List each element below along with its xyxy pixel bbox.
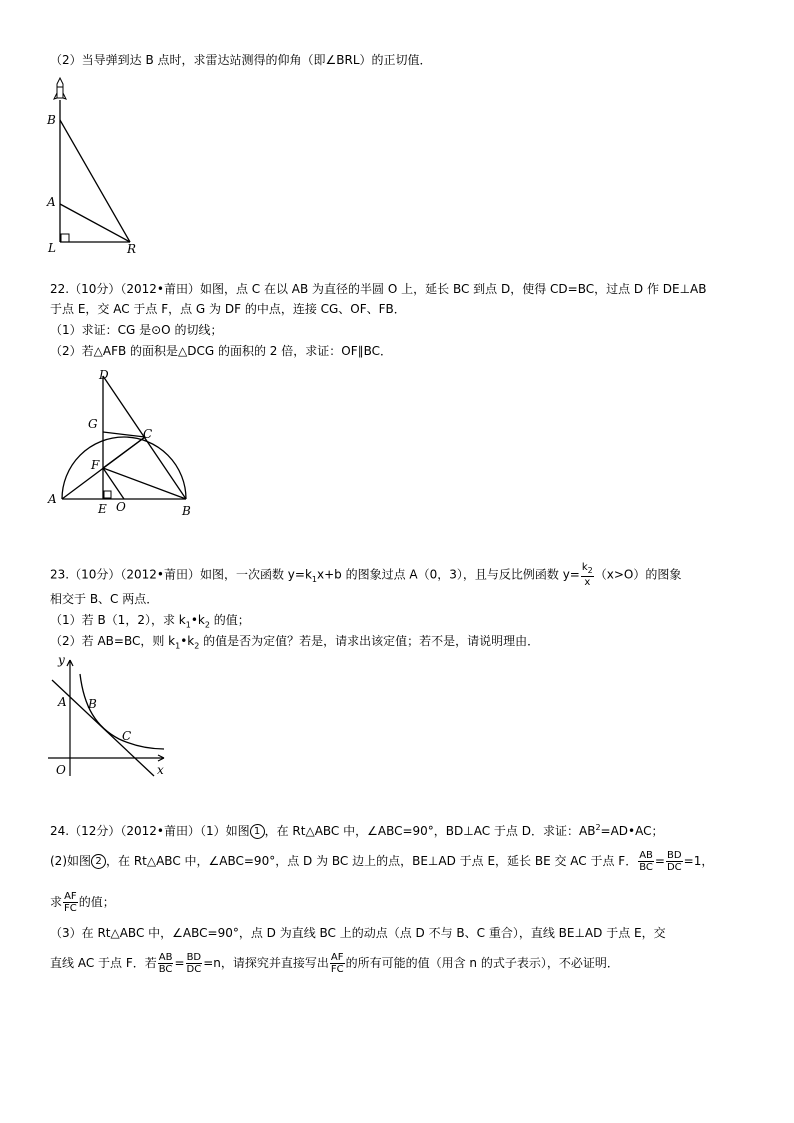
fraction-ab-bc: $\frac{AB}{BC}$ — [639, 850, 653, 873]
q21-part2: （2）当导弹到达 B 点时，求雷达站测得的仰角（即∠BRL）的正切值． — [50, 53, 432, 67]
q22-part1: （1）求证：CG 是⊙O 的切线； — [50, 323, 223, 337]
label-D: D — [99, 368, 109, 382]
label-E: E — [98, 502, 107, 516]
semicircle — [62, 437, 186, 499]
q24-line3: 求 $\frac{AF}{FC}$ 的值； — [50, 891, 115, 914]
label-O: O — [56, 763, 66, 777]
figure-2-circle: 2 — [91, 854, 106, 869]
line-FB — [103, 468, 186, 499]
q23-line2: 相交于 B、C 两点． — [50, 592, 159, 606]
fraction-k2-over-x: $\frac{k_2}{x}$ — [581, 562, 593, 588]
label-G: G — [88, 417, 98, 431]
q23-figure — [44, 652, 174, 782]
label-F: F — [91, 458, 100, 472]
label-A: A — [58, 695, 67, 709]
label-y: y — [58, 653, 65, 667]
label-R: R — [127, 242, 137, 256]
label-B: B — [47, 113, 56, 127]
label-A: A — [47, 195, 56, 209]
label-O: O — [116, 500, 126, 514]
q23-part2: （2）若 AB=BC，则 $k_1•k_2$ 的值是否为定值？若是，请求出该定值；若不是，请说明理由． — [50, 634, 540, 651]
q22-line1: 22.（10分）（2012•莆田）如图，点 C 在以 AB 为直径的半圆 O 上，延长 BC 到点 D，使得 CD=BC，过点 D 作 DE⊥AB — [50, 282, 707, 296]
fraction-ab-bc-2: $\frac{AB}{BC}$ — [158, 952, 173, 975]
label-C: C — [122, 729, 132, 743]
label-C: C — [143, 427, 153, 441]
q24-line2: (2)如图 2 ，在 Rt△ABC 中，∠ABC=90°，点 D 为 BC 边上的点，BE⊥AD 于点 E，延长 BE 交 AC 于点 F． $\frac{AB}{BC}$ = $\frac{BD}{DC}$ =1， — [50, 850, 714, 873]
q22-figure — [44, 364, 204, 519]
q24-line1: 24.（12分）（2012•莆田）（1）如图 1 ，在 Rt△ABC 中，∠ABC=90°，BD⊥AC 于点 D．求证：$AB^2=AD•AC$； — [50, 823, 664, 838]
q22-part2: （2）若△AFB 的面积是△DCG 的面积的 2 倍，求证：OF∥BC． — [50, 344, 392, 358]
q21-figure — [44, 74, 154, 256]
fraction-bd-dc-2: $\frac{BD}{DC}$ — [186, 952, 202, 975]
q23-line1: 23.（10分）（2012•莆田）如图，一次函数 $y=k_1x+b$ 的图象过点 A（0，3），且与反比例函数 y= $\frac{k_2}{x}$ （x>O）的图象 — [50, 562, 682, 588]
label-B: B — [182, 504, 191, 518]
line-GC — [103, 432, 145, 437]
fraction-af-fc: $\frac{AF}{FC}$ — [64, 891, 77, 914]
line-graph — [52, 680, 154, 776]
label-L: L — [48, 241, 56, 255]
right-angle-mark — [104, 491, 111, 498]
label-A: A — [48, 492, 57, 506]
label-x: x — [157, 763, 164, 777]
fraction-af-fc-2: $\frac{AF}{FC}$ — [330, 952, 344, 975]
fraction-bd-dc: $\frac{BD}{DC}$ — [666, 850, 682, 873]
label-B: B — [88, 697, 97, 711]
q24-line5: 直线 AC 于点 F．若 $\frac{AB}{BC}$ = $\frac{BD}{DC}$ =n，请探究并直接写出 $\frac{AF}{FC}$ 的所有可能的值（用含 n 的式子表示），不必证明． — [50, 952, 619, 975]
rocket-icon — [54, 78, 66, 99]
q24-line4: （3）在 Rt△ABC 中，∠ABC=90°，点 D 为直线 BC 上的动点（点 D 不与 B、C 重合），直线 BE⊥AD 于点 E，交 — [50, 926, 666, 940]
figure-1-circle: 1 — [250, 824, 265, 839]
line-FO — [103, 468, 124, 499]
right-angle-mark — [61, 234, 69, 242]
line-FC — [103, 437, 145, 468]
q22-line2: 于点 E，交 AC 于点 F，点 G 为 DF 的中点，连接 CG、OF、FB． — [50, 302, 406, 316]
q23-part1: （1）若 B（1，2），求 $k_1•k_2$ 的值； — [50, 613, 250, 630]
